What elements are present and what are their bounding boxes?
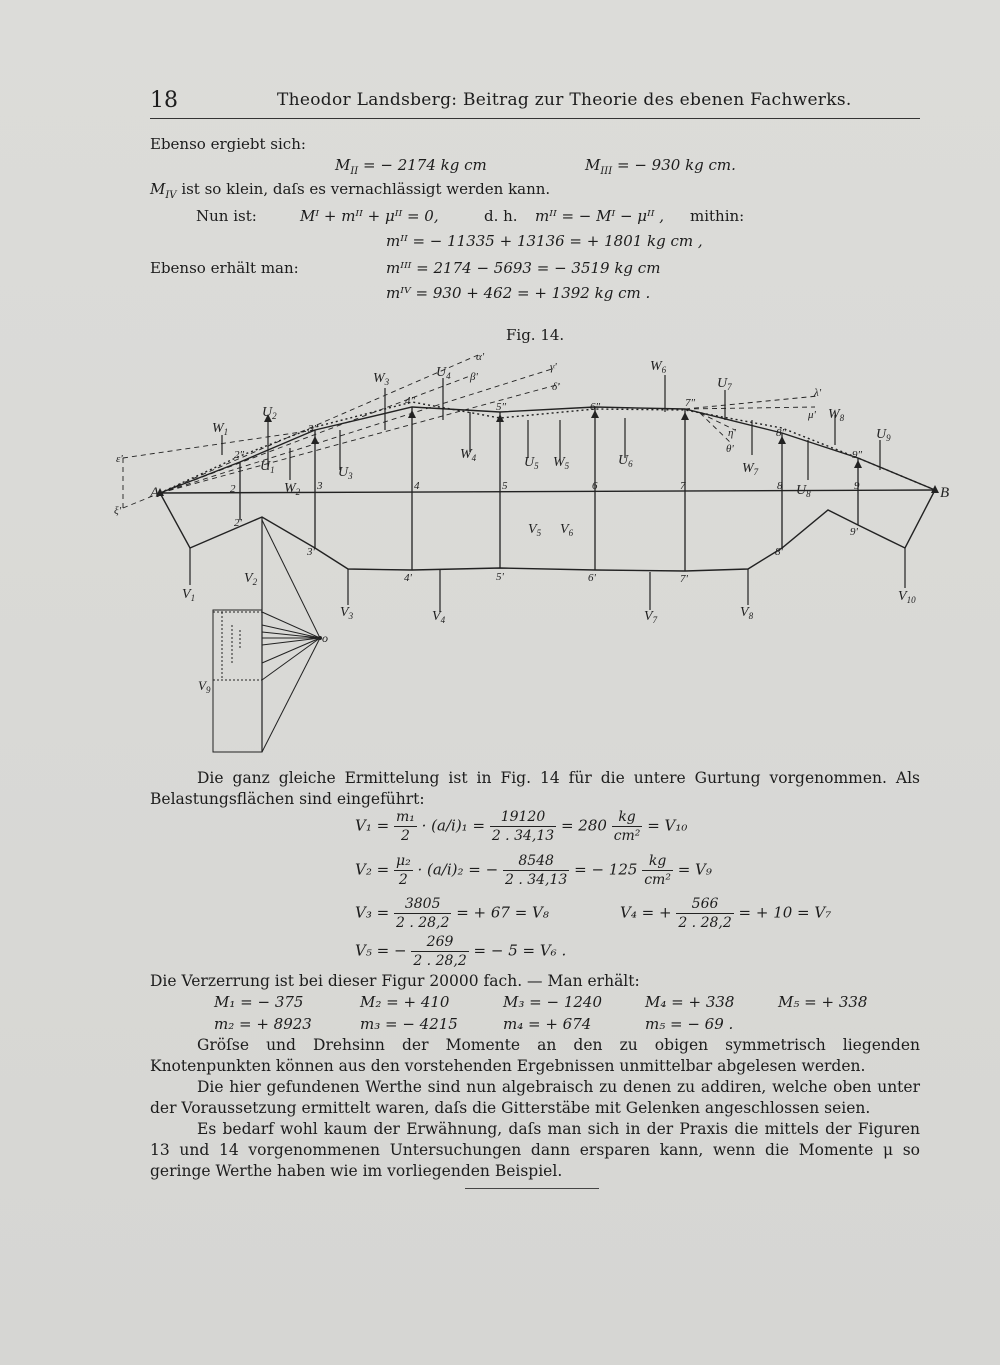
V4-rhs: = + 10 = V₇ (738, 903, 832, 922)
eq-nun-b: d. h. (484, 207, 518, 225)
formula-V5 (355, 933, 566, 970)
V1-frac1: $\frac{\text{m₁}}{2}$ (395, 809, 415, 844)
node-label: 4 (414, 480, 420, 492)
paragraph-2: Gröſse und Drehsinn der Momente an den zu obigen symmetrisch liegenden Knotenpunkten können aus den vorstehenden Ergebnissen unmittelbar abgelesen werden. (150, 1036, 920, 1075)
eq-MIII (585, 156, 736, 177)
W-label: $W_1$ (212, 421, 229, 437)
U-label: $U_3$ (338, 465, 353, 481)
MII-rhs: = − 2174 kg cm (363, 156, 487, 174)
figure-caption: Fig. 14. (506, 326, 565, 344)
MII-sub: II (350, 166, 359, 177)
ebenso-line: Ebenso ergiebt sich: (150, 135, 306, 153)
MIV-text: ist so klein, daſs es vernachlässigt werden kann. (181, 180, 551, 198)
lower-arrows (190, 517, 905, 752)
U-label: $U_7$ (717, 376, 732, 392)
MII-lhs: M (335, 156, 351, 174)
V1-frac3: $\frac{kg}{\text{cm²}}$ (613, 809, 641, 844)
chord-AB (160, 490, 935, 493)
node-label: 8 (777, 480, 783, 492)
V2-frac1: $\frac{\text{μ₂}}{2}$ (395, 853, 411, 888)
V-label: $V_{10}$ (898, 589, 916, 605)
node-label: 9 (854, 480, 860, 492)
formula-V4 (620, 895, 831, 932)
node-label: 5' (496, 571, 504, 583)
V3-frac: $\frac{3805}{2 . 28,2}$ (395, 896, 450, 931)
paragraph-3: Die hier gefundenen Werthe sind nun algebraisch zu denen zu addiren, welche oben unter der Voraussetzung ermittelt waren, daſs die Gitterstäbe mit Gelenken angeschlossen seien. (150, 1078, 920, 1117)
V2-frac2: $\frac{8548}{2 . 34,13}$ (504, 853, 568, 888)
V4-frac: $\frac{566}{2 . 28,2}$ (678, 896, 732, 931)
nun-ist-label: Nun ist: (196, 207, 257, 225)
node-label: 9″ (852, 449, 863, 461)
V-label: $V_6$ (560, 522, 574, 538)
U-label: $U_2$ (262, 405, 277, 421)
U-label: $U_8$ (796, 483, 811, 499)
U-label: $U_1$ (260, 459, 275, 475)
label-theta: θ' (726, 443, 734, 455)
node-label: 3 (317, 480, 323, 492)
U-label: $U_5$ (524, 455, 539, 471)
label-A: A (150, 485, 160, 501)
MIII-sub: III (600, 166, 613, 177)
end-rule (465, 1188, 599, 1189)
W-label: $W_8$ (828, 407, 845, 423)
MIII-lhs: M (585, 156, 601, 174)
V-label: $V_3$ (340, 605, 354, 621)
W-label: $W_7$ (742, 461, 759, 477)
label-mu: μ' (808, 409, 816, 421)
node-label: 9' (850, 526, 858, 538)
result-M1: M₁ = − 375 (214, 993, 304, 1011)
label-lambda: λ' (814, 387, 822, 399)
V2-frac3: $\frac{kg}{\text{cm²}}$ (644, 853, 671, 888)
label-delta: δ' (552, 381, 560, 393)
eq-nun-c: mᴵᴵ = − Mᴵ − μᴵᴵ , (535, 207, 665, 225)
V-label: $V_7$ (644, 609, 658, 625)
U-label: $U_6$ (618, 453, 633, 469)
V5-frac: $\frac{269}{2 . 28,2}$ (413, 934, 467, 969)
V3-rhs: = + 67 = V₈ (456, 903, 549, 922)
V-label: $V_5$ (528, 522, 542, 538)
label-xi: ξ' (114, 505, 122, 517)
node-label: 4″ (405, 395, 416, 407)
result-M2: M₂ = + 410 (360, 993, 450, 1011)
formula-V1 (355, 808, 687, 845)
V-label: $V_2$ (244, 571, 258, 587)
figure-14 (100, 345, 960, 765)
node-label: 6 (592, 480, 598, 492)
node-label: 2' (234, 517, 242, 529)
force-polygon (213, 520, 320, 752)
V1-lhs: V₁ = (355, 816, 390, 835)
node-label: 6' (588, 572, 596, 584)
node-label: 2″ (234, 449, 245, 461)
V1-mid1: · (a/i)₁ = (421, 816, 486, 835)
verticals (240, 407, 858, 571)
eq-mIII: mᴵᴵᴵ = 2174 − 5693 = − 3519 kg cm (386, 259, 661, 277)
result-m5: m₅ = − 69 . (645, 1015, 734, 1033)
V2-lhs: V₂ = (355, 860, 390, 879)
ebenso-erhaelt: Ebenso erhält man: (150, 259, 299, 277)
eq-nun-d: mithin: (690, 207, 745, 225)
label-beta: β' (470, 371, 478, 383)
W-label: $W_6$ (650, 359, 667, 375)
V5-lhs: V₅ = − (355, 941, 407, 960)
formula-V3 (355, 895, 549, 932)
MIII-rhs: = − 930 kg cm. (617, 156, 736, 174)
label-B: B (940, 485, 950, 501)
label-epsilon: ε' (116, 453, 123, 465)
label-alpha: α' (476, 351, 485, 363)
result-M3: M₃ = − 1240 (503, 993, 602, 1011)
node-label: 3″ (308, 423, 319, 435)
label-O: o (322, 631, 328, 645)
header-rule (150, 118, 920, 119)
label-gamma: γ' (550, 361, 557, 373)
node-label: 6″ (590, 401, 601, 413)
MIV-line (150, 180, 550, 201)
U-label: $U_9$ (876, 427, 891, 443)
W-label: $W_4$ (460, 447, 477, 463)
result-M4: M₄ = + 338 (645, 993, 735, 1011)
eq-mII: mᴵᴵ = − 11335 + 13136 = + 1801 kg cm , (386, 232, 703, 250)
V-label: $V_4$ (432, 609, 446, 625)
node-label: 2 (230, 483, 236, 495)
node-label: 8″ (776, 427, 787, 439)
running-title: Theodor Landsberg: Beitrag zur Theorie des ebenen Fachwerks. (277, 90, 852, 110)
node-label: 7″ (685, 397, 696, 409)
verzerrung-line: Die Verzerrung ist bei dieser Figur 20000 fach. — Man erhält: (150, 972, 640, 990)
V5-rhs: = − 5 = V₆ . (473, 941, 567, 960)
V3-lhs: V₃ = (355, 903, 390, 922)
result-m2: m₂ = + 8923 (214, 1015, 312, 1033)
V4-lhs: V₄ = + (620, 903, 672, 922)
MIV-lhs: M (150, 180, 166, 198)
paragraph-1: Die ganz gleiche Ermittelung ist in Fig. 14 für die untere Gurtung vorgenommen. Als Belastungsflächen sind eingeführt: (150, 769, 920, 808)
V1-frac2: $\frac{19120}{2 . 34,13}$ (491, 809, 555, 844)
node-label: 7 (680, 480, 686, 492)
V-label: $V_1$ (182, 587, 196, 603)
eq-MII (335, 156, 487, 177)
W-label: $W_5$ (553, 455, 570, 471)
node-label: 5″ (496, 401, 507, 413)
formula-V2 (355, 852, 712, 889)
result-M5: M₅ = + 338 (778, 993, 868, 1011)
V-label: $V_8$ (740, 605, 754, 621)
V1-mid2: = 280 (560, 816, 607, 835)
label-eta: η' (728, 427, 736, 439)
V-label: $V_9$ (198, 678, 211, 695)
V2-mid1: · (a/i)₂ = − (417, 860, 499, 879)
U-label: $U_4$ (436, 365, 451, 381)
W-label: $W_3$ (373, 371, 390, 387)
V2-rhs: = V₉ (677, 860, 712, 879)
page-number: 18 (150, 88, 178, 113)
node-label: 3' (307, 546, 315, 558)
W-label: $W_2$ (284, 481, 301, 497)
V2-mid2: = − 125 (574, 860, 638, 879)
result-m4: m₄ = + 674 (503, 1015, 592, 1033)
paragraph-4: Es bedarf wohl kaum der Erwähnung, daſs man sich in der Praxis die mittels der Figuren 13 und 14 vorgenommenen Untersuchungen dann ersparen kann, wenn die Momente μ so geringe Werthe haben wie im vorliegenden Beispiel. (150, 1120, 920, 1180)
node-label: 4' (404, 572, 412, 584)
result-m3: m₃ = − 4215 (360, 1015, 458, 1033)
MIV-sub: IV (165, 190, 177, 201)
node-markers (156, 410, 939, 640)
node-label: 7' (680, 573, 688, 585)
node-label: 5 (502, 480, 508, 492)
node-label: 8' (775, 546, 783, 558)
V1-rhs: = V₁₀ (647, 816, 688, 835)
eq-nun-a: Mᴵ + mᴵᴵ + μᴵᴵ = 0, (300, 207, 439, 225)
eq-mIV: mᴵⱽ = 930 + 462 = + 1392 kg cm . (386, 284, 651, 302)
lower-chord (160, 490, 935, 571)
